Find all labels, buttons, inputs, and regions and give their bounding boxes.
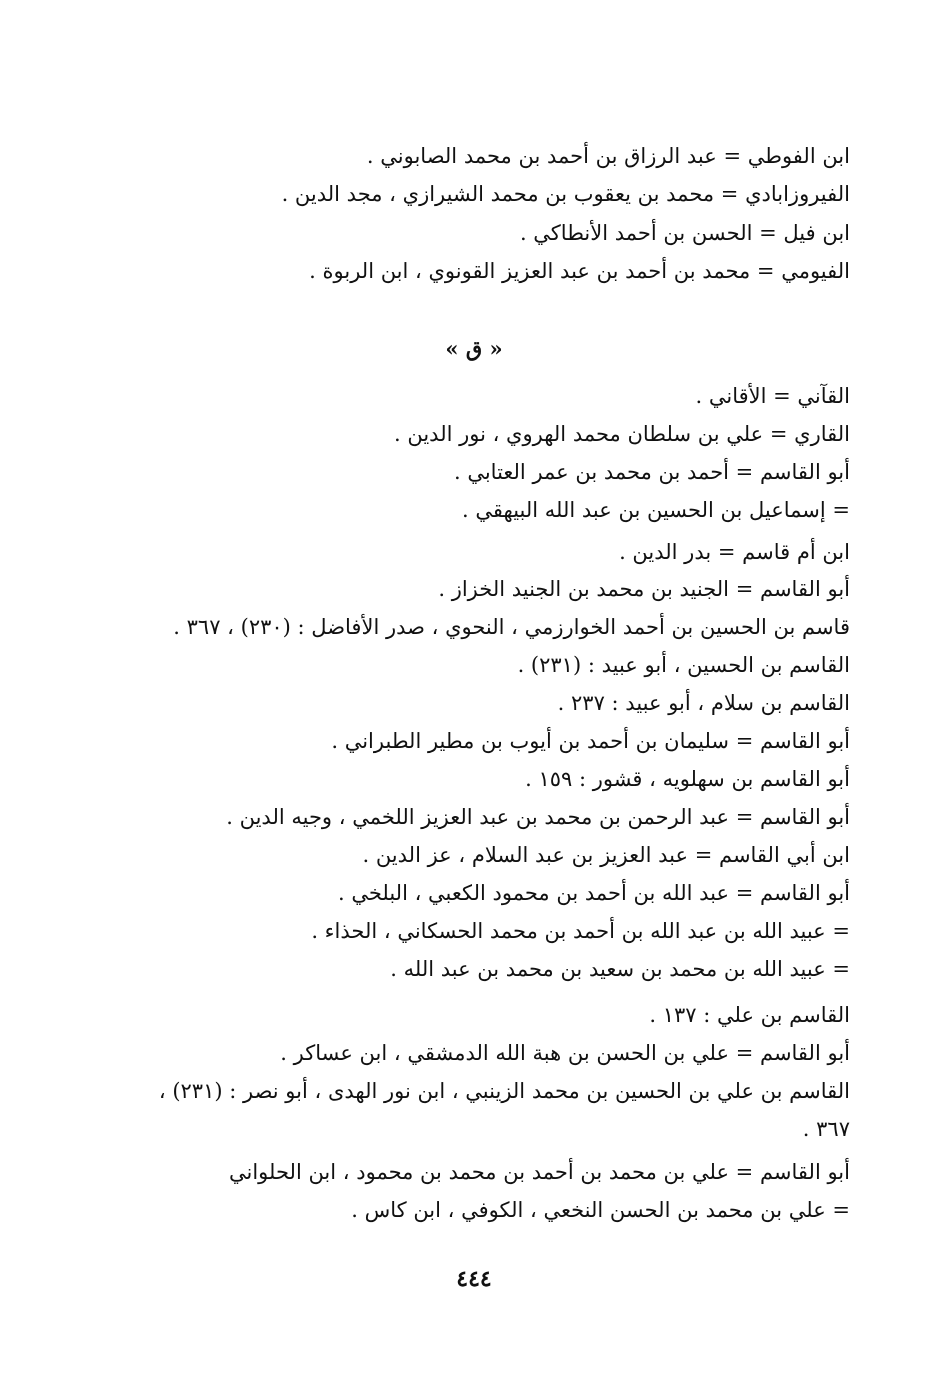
entry-line: ابن أم قاسم = بدر الدين . [619,540,850,564]
entry-line: الفيروزابادي = محمد بن يعقوب بن محمد الشيرازي ، مجد الدين . [281,182,850,206]
entry-line: ابن أبي القاسم = عبد العزيز بن عبد السلام ، عز الدين . [362,843,850,867]
entry-line-continuation: = عبيد الله بن محمد بن سعيد بن محمد بن عبد الله . [390,957,850,981]
entry-line: الفيومي = محمد بن أحمد بن عبد العزيز القونوي ، ابن الربوة . [309,259,850,283]
entry-line: القاري = علي بن سلطان محمد الهروي ، نور الدين . [393,422,850,446]
entry-line: القاسم بن سلام ، أبو عبيد : ٢٣٧ . [557,691,850,715]
entry-line: أبو القاسم = علي بن الحسن بن هبة الله الدمشقي ، ابن عساكر . [280,1041,850,1065]
entry-line: ابن فيل = الحسن بن أحمد الأنطاكي . [519,221,850,245]
entry-line: أبو القاسم = علي بن محمد بن أحمد بن محمد بن محمود ، ابن الحلواني [229,1160,850,1184]
entry-line-continuation: = إسماعيل بن الحسين بن عبد الله البيهقي . [462,498,850,522]
entry-line: القاسم بن علي : ١٣٧ . [649,1003,850,1027]
entry-line-wrap: ٣٦٧ . [802,1117,850,1141]
entry-line: أبو القاسم = عبد الرحمن بن محمد بن عبد العزيز اللخمي ، وجيه الدين . [226,805,850,829]
entry-line: قاسم بن الحسين بن أحمد الخوارزمي ، النحوي ، صدر الأفاضل : (٢٣٠) ، ٣٦٧ . [173,615,850,639]
entry-line: أبو القاسم = أحمد بن محمد بن عمر العتابي . [453,460,850,484]
page-number: ٤٤٤ [456,1266,492,1292]
entry-line: أبو القاسم = الجنيد بن محمد بن الجنيد الخزاز . [438,577,850,601]
entry-line: القاسم بن علي بن الحسين بن محمد الزينبي ، ابن نور الهدى ، أبو نصر : (٢٣١) ، [158,1079,850,1103]
entry-line: أبو القاسم = سليمان بن أحمد بن أيوب بن مطير الطبراني . [331,729,850,753]
entry-line: أبو القاسم بن سهلويه ، قشور : ١٥٩ . [525,767,850,791]
section-heading: « ق » [445,336,503,361]
entry-line: القآني = الأقاني . [695,384,850,408]
entry-line: ابن الفوطي = عبد الرزاق بن أحمد بن محمد الصابوني . [366,144,850,168]
entry-line-continuation: = عبيد الله بن عبد الله بن أحمد بن محمد الحسكاني ، الحذاء . [311,919,850,943]
entry-line: القاسم بن الحسين ، أبو عبيد : (٢٣١) . [517,653,850,677]
entry-line-continuation: = علي بن محمد بن الحسن النخعي ، الكوفي ، ابن كاس . [351,1198,850,1222]
entry-line: أبو القاسم = عبد الله بن أحمد بن محمود الكعبي ، البلخي . [337,881,850,905]
